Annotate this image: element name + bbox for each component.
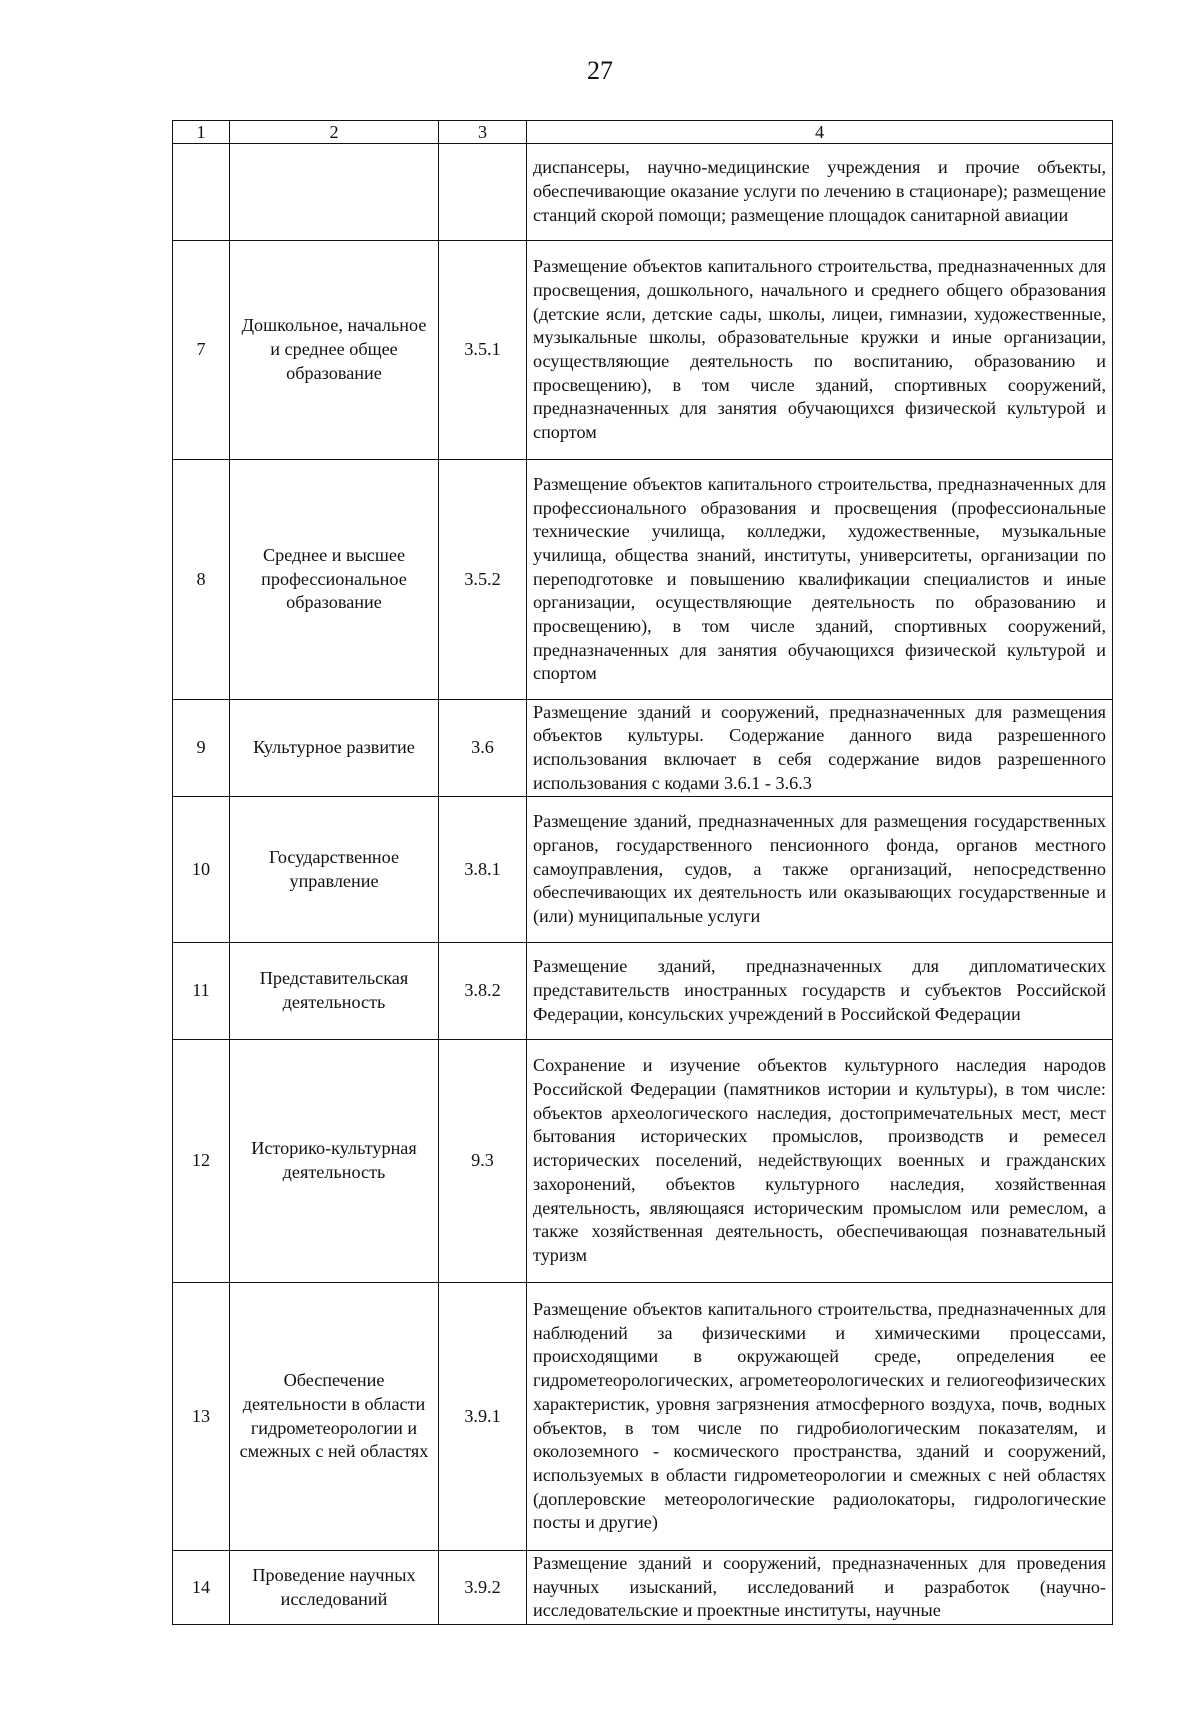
table-row xyxy=(173,797,1113,943)
row-number: 12 xyxy=(173,1040,230,1283)
land-use-code: 3.5.1 xyxy=(439,241,527,460)
table-header-row xyxy=(173,121,1113,144)
row-number: 7 xyxy=(173,241,230,460)
table-row xyxy=(173,700,1113,797)
land-use-description: Размещение зданий и сооружений, предназначенных для размещения объектов культуры. Содержание данного вида разрешенного использования включает в себя содержание видов разрешенного использования с кодами 3.6.1 - 3.6.3 xyxy=(527,700,1113,797)
land-use-description: Размещение зданий, предназначенных для размещения государственных органов, государственного пенсионного фонда, органов местного самоуправления, судов, а также организаций, непосредственно обеспечивающих их деятельность или оказывающих государственные и (или) муниципальные услуги xyxy=(527,797,1113,943)
land-use-name xyxy=(230,144,439,241)
row-number: 10 xyxy=(173,797,230,943)
land-use-name: Проведение научных исследований xyxy=(230,1551,439,1625)
land-use-table xyxy=(172,120,1113,1625)
land-use-name: Дошкольное, начальное и среднее общее образование xyxy=(230,241,439,460)
row-number xyxy=(173,144,230,241)
land-use-code: 3.8.1 xyxy=(439,797,527,943)
page-number: 27 xyxy=(587,56,613,85)
table-row xyxy=(173,1283,1113,1551)
row-number: 14 xyxy=(173,1551,230,1625)
table-row xyxy=(173,241,1113,460)
land-use-name: Обеспечение деятельности в области гидрометеорологии и смежных с ней областях xyxy=(230,1283,439,1551)
table-row xyxy=(173,460,1113,700)
land-use-code: 3.6 xyxy=(439,700,527,797)
row-number: 8 xyxy=(173,460,230,700)
land-use-code: 3.9.2 xyxy=(439,1551,527,1625)
land-use-code xyxy=(439,144,527,241)
land-use-code: 9.3 xyxy=(439,1040,527,1283)
column-header-4: 4 xyxy=(527,121,1113,144)
land-use-description: Размещение объектов капитального строительства, предназначенных для просвещения, дошкольного, начального и среднего общего образования (детские ясли, детские сады, школы, лицеи, гимназии, художественные, музыкальные школы, образовательные кружки и иные организации, осуществляющие деятельность по воспитанию, образованию и просвещению), в том числе зданий, спортивных сооружений, предназначенных для занятия обучающихся физической культурой и спортом xyxy=(527,241,1113,460)
land-use-name: Историко-культурная деятельность xyxy=(230,1040,439,1283)
land-use-description: Размещение объектов капитального строительства, предназначенных для профессионального образования и просвещения (профессиональные технические училища, колледжи, художественные, музыкальные училища, общества знаний, институты, университеты, организации по переподготовке и повышению квалификации специалистов и иные организации, осуществляющие деятельность по образованию и просвещению), в том числе зданий, спортивных сооружений, предназначенных для занятия обучающихся физической культурой и спортом xyxy=(527,460,1113,700)
land-use-name: Культурное развитие xyxy=(230,700,439,797)
table-row xyxy=(173,144,1113,241)
land-use-name: Представительская деятельность xyxy=(230,943,439,1040)
land-use-code: 3.5.2 xyxy=(439,460,527,700)
column-header-1: 1 xyxy=(173,121,230,144)
row-number: 11 xyxy=(173,943,230,1040)
land-use-description: Размещение зданий и сооружений, предназначенных для проведения научных изысканий, исследований и разработок (научно-исследовательские и проектные институты, научные xyxy=(527,1551,1113,1625)
land-use-name: Государственное управление xyxy=(230,797,439,943)
land-use-description: Размещение зданий, предназначенных для дипломатических представительств иностранных государств и субъектов Российской Федерации, консульских учреждений в Российской Федерации xyxy=(527,943,1113,1040)
row-number: 9 xyxy=(173,700,230,797)
table-row xyxy=(173,1551,1113,1625)
land-use-code: 3.9.1 xyxy=(439,1283,527,1551)
land-use-code: 3.8.2 xyxy=(439,943,527,1040)
table-row xyxy=(173,1040,1113,1283)
land-use-description: Размещение объектов капитального строительства, предназначенных для наблюдений за физическими и химическими процессами, происходящими в окружающей среде, определения ее гидрометеорологических, агрометеорологических и гелиогеофизических характеристик, уровня загрязнения атмосферного воздуха, почв, водных объектов, в том числе по гидробиологическим показателям, и околоземного - космического пространства, зданий и сооружений, используемых в области гидрометеорологии и смежных с ней областях (доплеровские метеорологические радиолокаторы, гидрологические посты и другие) xyxy=(527,1283,1113,1551)
land-use-name: Среднее и высшее профессиональное образование xyxy=(230,460,439,700)
row-number: 13 xyxy=(173,1283,230,1551)
table-row xyxy=(173,943,1113,1040)
column-header-2: 2 xyxy=(230,121,439,144)
column-header-3: 3 xyxy=(439,121,527,144)
land-use-description: диспансеры, научно-медицинские учреждения и прочие объекты, обеспечивающие оказание услуги по лечению в стационаре); размещение станций скорой помощи; размещение площадок санитарной авиации xyxy=(527,144,1113,241)
land-use-description: Сохранение и изучение объектов культурного наследия народов Российской Федерации (памятников истории и культуры), в том числе: объектов археологического наследия, достопримечательных мест, мест бытования исторических промыслов, производств и ремесел исторических поселений, недействующих военных и гражданских захоронений, объектов культурного наследия, хозяйственная деятельность, являющаяся историческим промыслом или ремеслом, а также хозяйственная деятельность, обеспечивающая познавательный туризм xyxy=(527,1040,1113,1283)
